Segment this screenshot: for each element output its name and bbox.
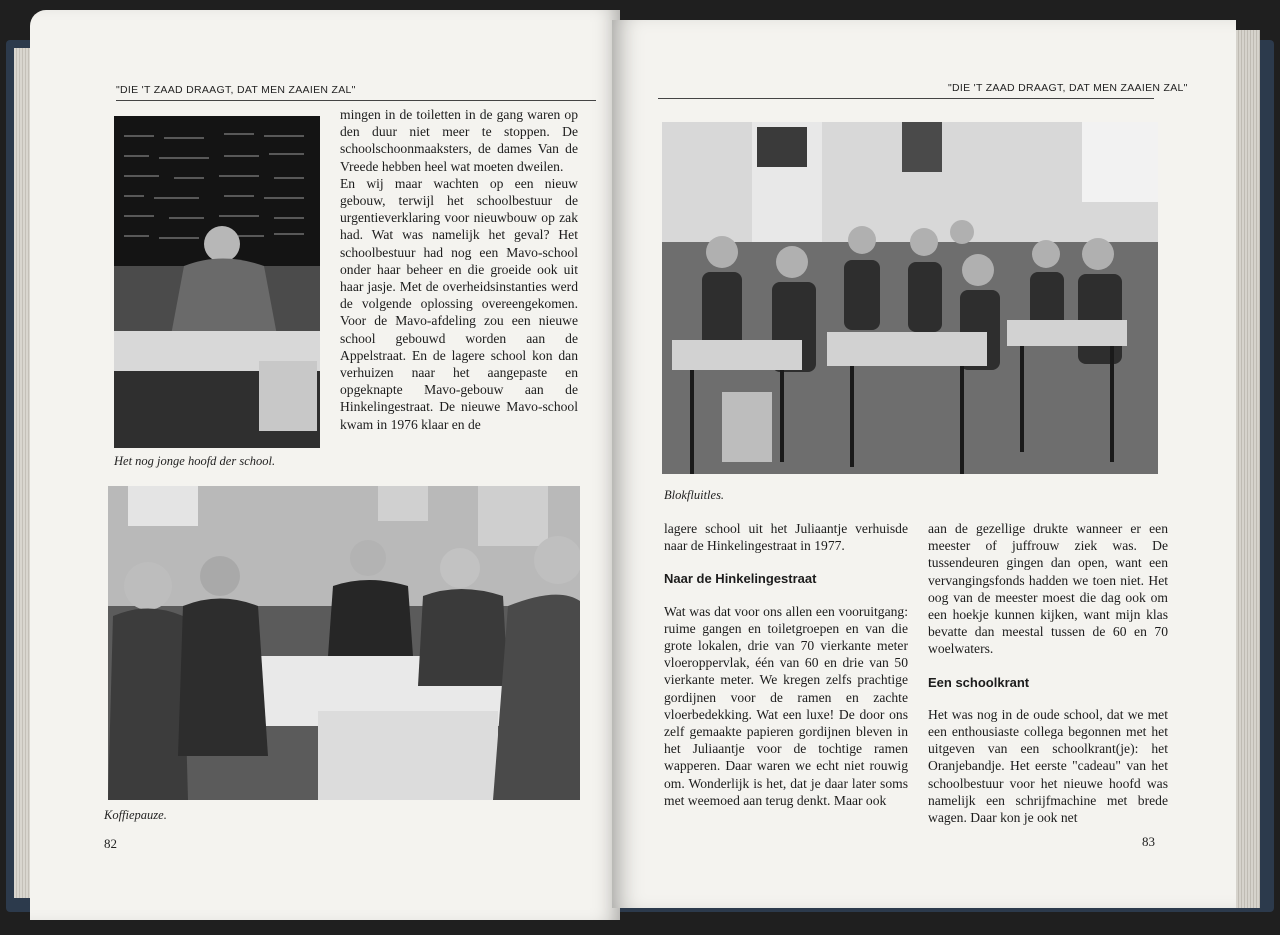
- recorder-class-illustration: [662, 122, 1158, 474]
- page-number-right: 83: [1142, 834, 1155, 849]
- recorder-class-photo: [662, 122, 1158, 474]
- header-rule-left: [116, 100, 596, 101]
- paragraph: mingen in de toiletten in de gang waren op den duur niet meer te stoppen. De schoolschoonmaaksters, de dames Van de Vreede hebben heel wat moeten dweilen.: [340, 107, 578, 174]
- section-heading-schoolkrant: Een schoolkrant: [928, 674, 1030, 690]
- photo-caption-recorder: Blokfluitles.: [664, 488, 725, 502]
- teacher-photo-illustration: [114, 116, 320, 448]
- right-page-text-column-1: [664, 520, 908, 809]
- right-page-text-column-2: [928, 520, 1168, 826]
- paragraph: En wij maar wachten op een nieuw gebouw, terwijl het schoolbestuur de urgentieverklaring voor nieuwbouw op zak had. Wat was namelijk het geval? Het schoolbestuur had nog een Mavo-school onder haar beheer en die groeide ook uit haar jasje. Met de overheidsinstanties werd de volgende oplossing overeengekomen. Voor de Mavo-afdeling zou een nieuwe school gebouwd worden aan de Appelstraat. En de lagere school kon dan verhuizen naar het aangepaste en opgeknapte Mavo-gebouw aan de Hinkelingestraat. De nieuwe Mavo-school kwam in 1976 klaar en de: [340, 175, 578, 432]
- coffee-break-illustration: [108, 486, 580, 800]
- teacher-at-blackboard-photo: [114, 116, 320, 448]
- running-head-left: "DIE 'T ZAAD DRAAGT, DAT MEN ZAAIEN ZAL": [116, 84, 356, 96]
- photo-caption-teacher: Het nog jonge hoofd der school.: [114, 454, 276, 468]
- paragraph: Wat was dat voor ons allen een vooruitgang: ruime gangen en toiletgroepen en van die grote lokalen, drie van 70 vierkante meter vloeroppervlak, één van 60 en drie van 50 vierkante meter. We kregen zelfs prachtige gordijnen voor de ramen en zachte vloerbedekking. Wat een luxe! De door ons zelf gemaakte papieren gordijnen bleven in het Juliaantje voor de tochtige ramen wapperen. Daar waren we echt niet rouwig om. Wonderlijk is het, dat je daar later soms met weemoed aan terug denkt. Maar ook: [664, 603, 908, 808]
- coffee-break-staff-photo: [108, 486, 580, 800]
- paragraph: lagere school uit het Juliaantje verhuisde naar de Hinkelingestraat in 1977.: [664, 521, 908, 554]
- section-heading-hinkelingestraat: Naar de Hinkelingestraat: [664, 571, 817, 587]
- paragraph: Het was nog in de oude school, dat we met een enthousiaste collega begonnen met het uitgeven van een schoolkrant(je): het Oranjebandje. Het eerste "cadeau" van het schoolbestuur voor het nieuwe hoofd was namelijk een schrijfmachine met brede wagen. Daar kon je ook net: [928, 706, 1168, 826]
- running-head-right: "DIE 'T ZAAD DRAAGT, DAT MEN ZAAIEN ZAL": [948, 82, 1188, 94]
- left-page: [30, 10, 620, 920]
- paragraph: aan de gezellige drukte wanneer er een meester of juffrouw ziek was. De tussendeuren gingen dan open, want een vervangingsfonds hadden we toen niet. Het oog van de meester moest die dag ook om een hoekje kunnen kijken, want mijn klas bevatte dan meestal tussen de 60 en 70 woelwaters.: [928, 521, 1168, 657]
- left-page-text-column: [340, 106, 578, 433]
- photo-caption-coffee: Koffiepauze.: [104, 808, 167, 822]
- page-number-left: 82: [104, 836, 117, 851]
- right-page: [612, 20, 1236, 908]
- header-rule-right: [658, 98, 1154, 99]
